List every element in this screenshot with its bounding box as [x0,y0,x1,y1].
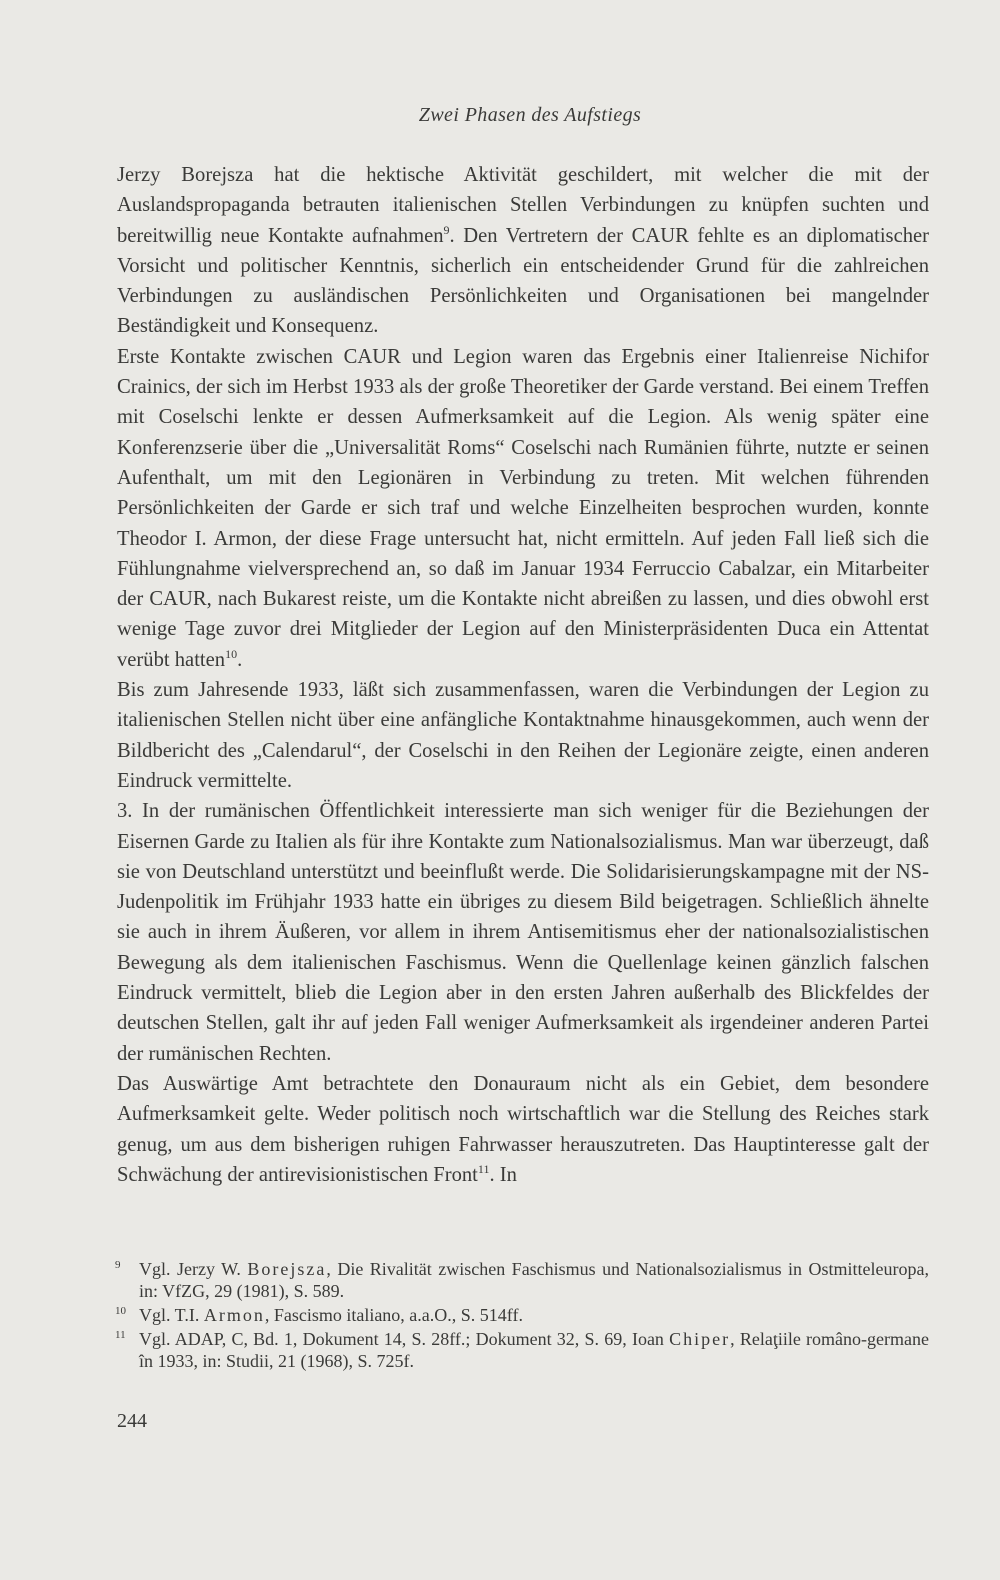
footnote-number: 10 [115,1305,126,1317]
page-number: 244 [117,1410,147,1432]
footnote-number: 11 [115,1329,126,1341]
paragraph: Das Auswärtige Amt betrachtete den Donauraum nicht als ein Gebiet, dem besondere Aufmerksamkeit gelte. Weder politisch noch wirtschaftlich war die Stellung des Reiches stark genug, um aus dem bisherigen ruhigen Fahrwasser herauszutreten. Das Hauptinteresse galt der Schwächung der antirevisionistischen Front$^{11}$. In [117,1072,929,1186]
body-text [117,160,929,1190]
footnote: 10 Vgl. T.I. Armon, Fascismo italiano, a.a.O., S. 514ff. [117,1304,929,1326]
footnote-ref: 9 [443,222,450,237]
running-head: Zwei Phasen des Aufstiegs [418,104,642,126]
footnotes [117,1258,929,1374]
paragraph: Jerzy Borejsza hat die hektische Aktivität geschildert, mit welcher die mit der Auslandspropaganda betrauten italienischen Stellen Verbindungen zu knüpfen suchten und bereitwillig neue Kontakte aufnahmen$^9$. Den Vertretern der CAUR fehlte es an diplomatischer Vorsicht und politischer Kenntnis, sicherlich ein entscheidender Grund für die zahlreichen Verbindungen zu ausländischen Persönlichkeiten und Organisationen bei mangelnder Beständigkeit und Konsequenz. [117,164,930,338]
paragraph: Bis zum Jahresende 1933, läßt sich zusammenfassen, waren die Verbindungen der Legion zu italienischen Stellen nicht über eine anfängliche Kontaktnahme hinausgekommen, auch wenn der Bildbericht des „Calendarul“, der Coselschi in den Reihen der Legionäre zeigte, einen anderen Eindruck vermittelte. [117,679,929,792]
paragraph: Erste Kontakte zwischen CAUR und Legion waren das Ergebnis einer Italienreise Nichifor Crainics, der sich im Herbst 1933 als der große Theoretiker der Garde verstand. Bei einem Treffen mit Coselschi lenkte er dessen Aufmerksamkeit auf die Legion. Als wenig später eine Konferenzserie über die „Universalität Roms“ Coselschi nach Rumänien führte, nutzte er seinen Aufenthalt, um mit den Legionären in Verbindung zu treten. Mit welchen führenden Persönlichkeiten der Garde er sich traf und welche Einzelheiten besprochen wurden, konnte Theodor I. Armon, der diese Frage untersucht hat, nicht ermitteln. Auf jeden Fall ließ sich die Fühlungnahme vielversprechend an, so daß im Januar 1934 Ferruccio Cabalzar, ein Mitarbeiter der CAUR, nach Bukarest reiste, um die Kontakte nicht abreißen zu lassen, und dies obwohl erst wenige Tage zuvor drei Mitglieder der Legion auf den Ministerpräsidenten Duca ein Attentat verübt hatten$^{10}$. [117,345,929,671]
footnote: 11 Vgl. ADAP, C, Bd. 1, Dokument 14, S. 28ff.; Dokument 32, S. 69, Ioan Chiper, Relaţiile româno-germane în 1933, in: Studii, 21 (1968), S. 725f. [117,1328,929,1372]
footnote: 9 Vgl. Jerzy W. Borejsza, Die Rivalität zwischen Faschismus und Nationalsozialismus in Ostmitteleuropa, in: VfZG, 29 (1981), S. 589. [117,1258,929,1302]
footnote-ref: 10 [225,646,238,661]
paragraph: 3. In der rumänischen Öffentlichkeit interessierte man sich weniger für die Beziehungen der Eisernen Garde zu Italien als für ihre Kontakte zum Nationalsozialismus. Man war überzeugt, daß sie von Deutschland unterstützt und beeinflußt werde. Die Solidarisierungskampagne mit der NS-Judenpolitik im Frühjahr 1933 hatte ein übriges zu diesem Bild beigetragen. Schließlich ähnelte sie auch in ihrem Äußeren, vor allem in ihrem Antisemitismus eher der nationalsozialistischen Bewegung als dem italienischen Faschismus. Wenn die Quellenlage keinen gänzlich falschen Eindruck vermittelt, blieb die Legion aber in den ersten Jahren außerhalb des Blickfeldes der deutschen Stellen, galt ihr auf jeden Fall weniger Aufmerksamkeit als irgendeiner anderen Partei der rumänischen Rechten. [117,800,929,1065]
footnote-ref: 11 [477,1161,490,1176]
footnote-number: 9 [115,1259,121,1271]
